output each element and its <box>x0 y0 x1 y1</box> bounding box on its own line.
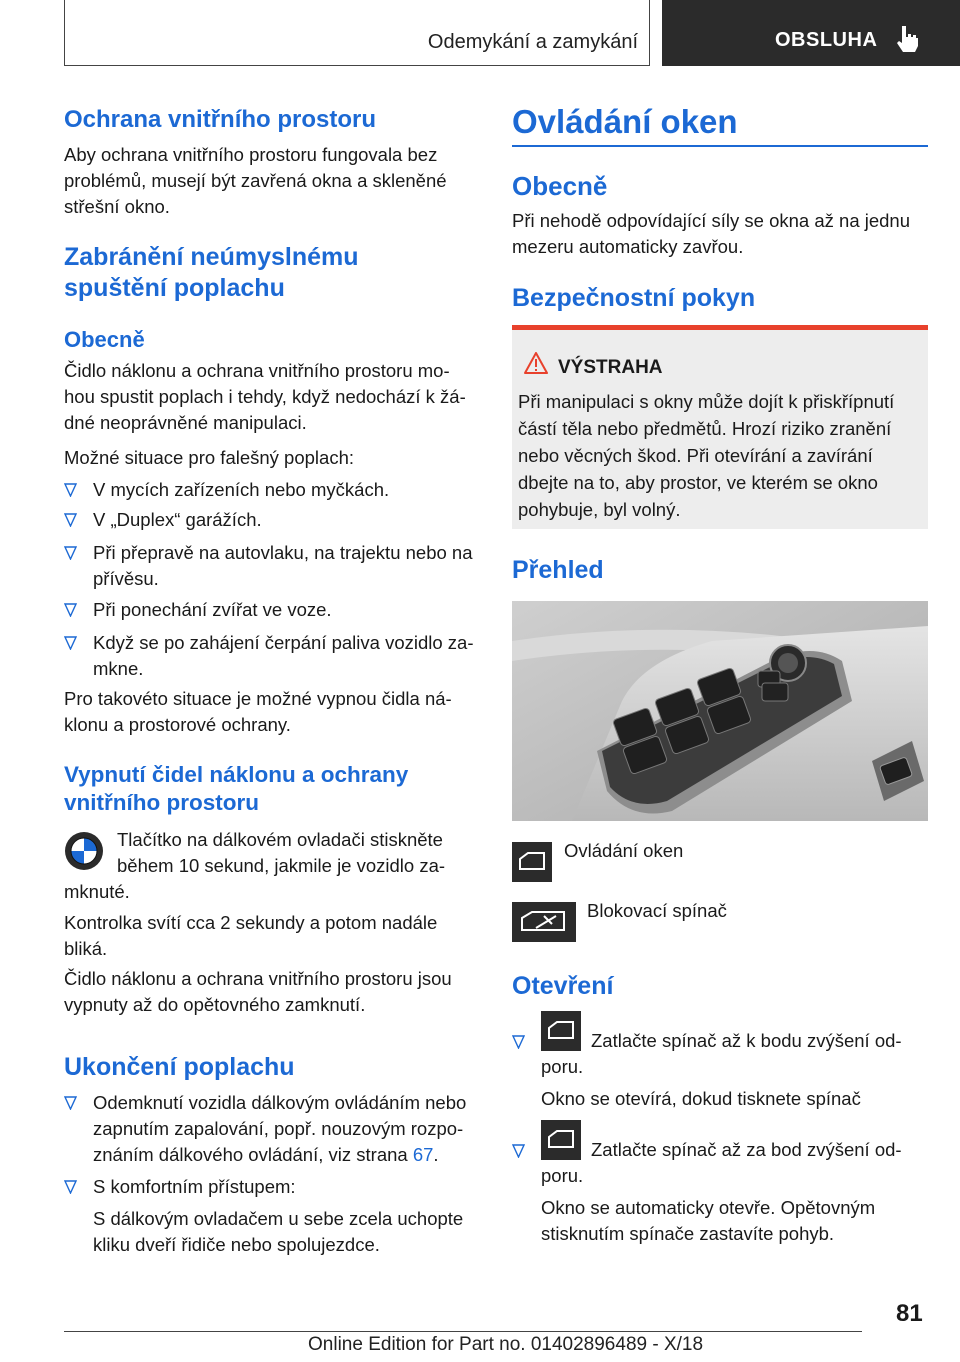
paragraph-general-right: Při nehodě odpovídající síly se okna až na jednu mezeru automaticky zavřou. <box>512 210 911 257</box>
heading-opening: Otevření <box>512 972 614 1000</box>
door-panel-illustration <box>512 601 928 821</box>
window-control-icon <box>512 842 552 882</box>
paragraph-disable-possible: Pro takovéto situace je možné vypnou čidla ná- klonu a prostorové ochrany. <box>64 688 452 735</box>
triangle-bullet-icon <box>512 1035 525 1049</box>
paragraph-sensors-off: Čidlo náklonu a ochrana vnitřního prostoru jsou vypnuty až do opětovného zamknutí. <box>64 968 452 1015</box>
heading-interior-protection: Ochrana vnitřního prostoru <box>64 106 377 133</box>
page-number: 81 <box>896 1300 923 1327</box>
footer-edition: Online Edition for Part no. 01402896489 - X/18 <box>308 1334 704 1355</box>
triangle-bullet-icon <box>64 1096 77 1110</box>
list-item: S komfortním přístupem: S dálkovým ovladačem u sebe zcela uchopte kliku dveří řidiče nebo spolujezdce. <box>64 1174 478 1258</box>
page-link-67[interactable]: 67 <box>412 1144 434 1165</box>
paragraph-indicator: Kontrolka svítí cca 2 sekundy a potom nadále bliká. <box>64 912 438 959</box>
triangle-bullet-icon <box>64 603 77 617</box>
paragraph-general-left: Čidlo náklonu a ochrana vnitřního prostoru mo- hou spustit poplach i tehdy, když nedochází k žá- dné neoprávněné manipulaci. <box>64 360 466 433</box>
warning-title: VÝSTRAHA <box>558 357 663 378</box>
heading-safety-note: Bezpečnostní pokyn <box>512 284 756 312</box>
heading-disable-sensors: Vypnutí čidel náklonu a ochrany vnitřního prostoru <box>64 762 409 815</box>
window-switch-icon <box>541 1011 581 1051</box>
list-item: V „Duplex“ garážích. <box>64 507 478 533</box>
heading-general-right: Obecně <box>512 171 608 201</box>
triangle-bullet-icon <box>512 1144 525 1158</box>
triangle-bullet-icon <box>64 483 77 497</box>
lock-switch-icon <box>512 902 576 942</box>
paragraph-situations: Možné situace pro falešný poplach: <box>64 447 355 468</box>
paragraph-remote-button: Tlačítko na dálkovém ovladači stiskněte během 10 sekund, jakmile je vozidlo za- mknuté. <box>64 829 446 902</box>
warning-text: Při manipulaci s okny může dojít k přiskřípnutí částí těla nebo předmětů. Hrozí riziko zranění nebo věcných škod. Při otevírání a zavírání dbejte na to, aby prostor, ve kterém se okno pohybuje, byl volný. <box>518 391 895 520</box>
legend-window-control: Ovládání oken <box>564 840 684 861</box>
heading-end-alarm: Ukončení poplachu <box>64 1053 295 1081</box>
triangle-bullet-icon <box>64 636 77 650</box>
list-item: Když se po zahájení čerpání paliva vozidlo za- mkne. <box>64 630 478 682</box>
warning-triangle-icon <box>524 352 548 374</box>
warning-box <box>512 325 928 529</box>
triangle-bullet-icon <box>64 546 77 560</box>
triangle-bullet-icon <box>64 513 77 527</box>
list-item: V mycích zařízeních nebo myčkách. <box>64 477 478 503</box>
list-item: Při přepravě na autovlaku, na trajektu nebo na přívěsu. <box>64 540 478 592</box>
legend-lock-switch: Blokovací spínač <box>587 900 727 921</box>
heading-window-control: Ovládání oken <box>512 103 738 140</box>
list-item: Při ponechání zvířat ve voze. <box>64 597 478 623</box>
heading-general-left: Obecně <box>64 327 145 352</box>
chapter-title: Odemykání a zamykání <box>427 31 638 53</box>
section-label: OBSLUHA <box>775 29 878 51</box>
window-switch-icon <box>541 1120 581 1160</box>
paragraph-interior: Aby ochrana vnitřního prostoru fungovala bez problémů, musejí být zavřená okna a skleněné střešní okno. <box>64 144 447 217</box>
heading-overview: Přehled <box>512 556 604 584</box>
list-item: Odemknutí vozidla dálkovým ovládáním nebo zapnutím zapalování, popř. nouzovým rozpo- znáním dálkového ovládání, viz strana 67. <box>64 1090 478 1168</box>
triangle-bullet-icon <box>64 1180 77 1194</box>
hand-pointer-icon <box>893 24 921 54</box>
heading-underline <box>512 145 928 147</box>
heading-prevent-false-alarm: Zabránění neúmyslnému spuštění poplachu <box>64 243 359 302</box>
footer-rule <box>64 1331 862 1332</box>
